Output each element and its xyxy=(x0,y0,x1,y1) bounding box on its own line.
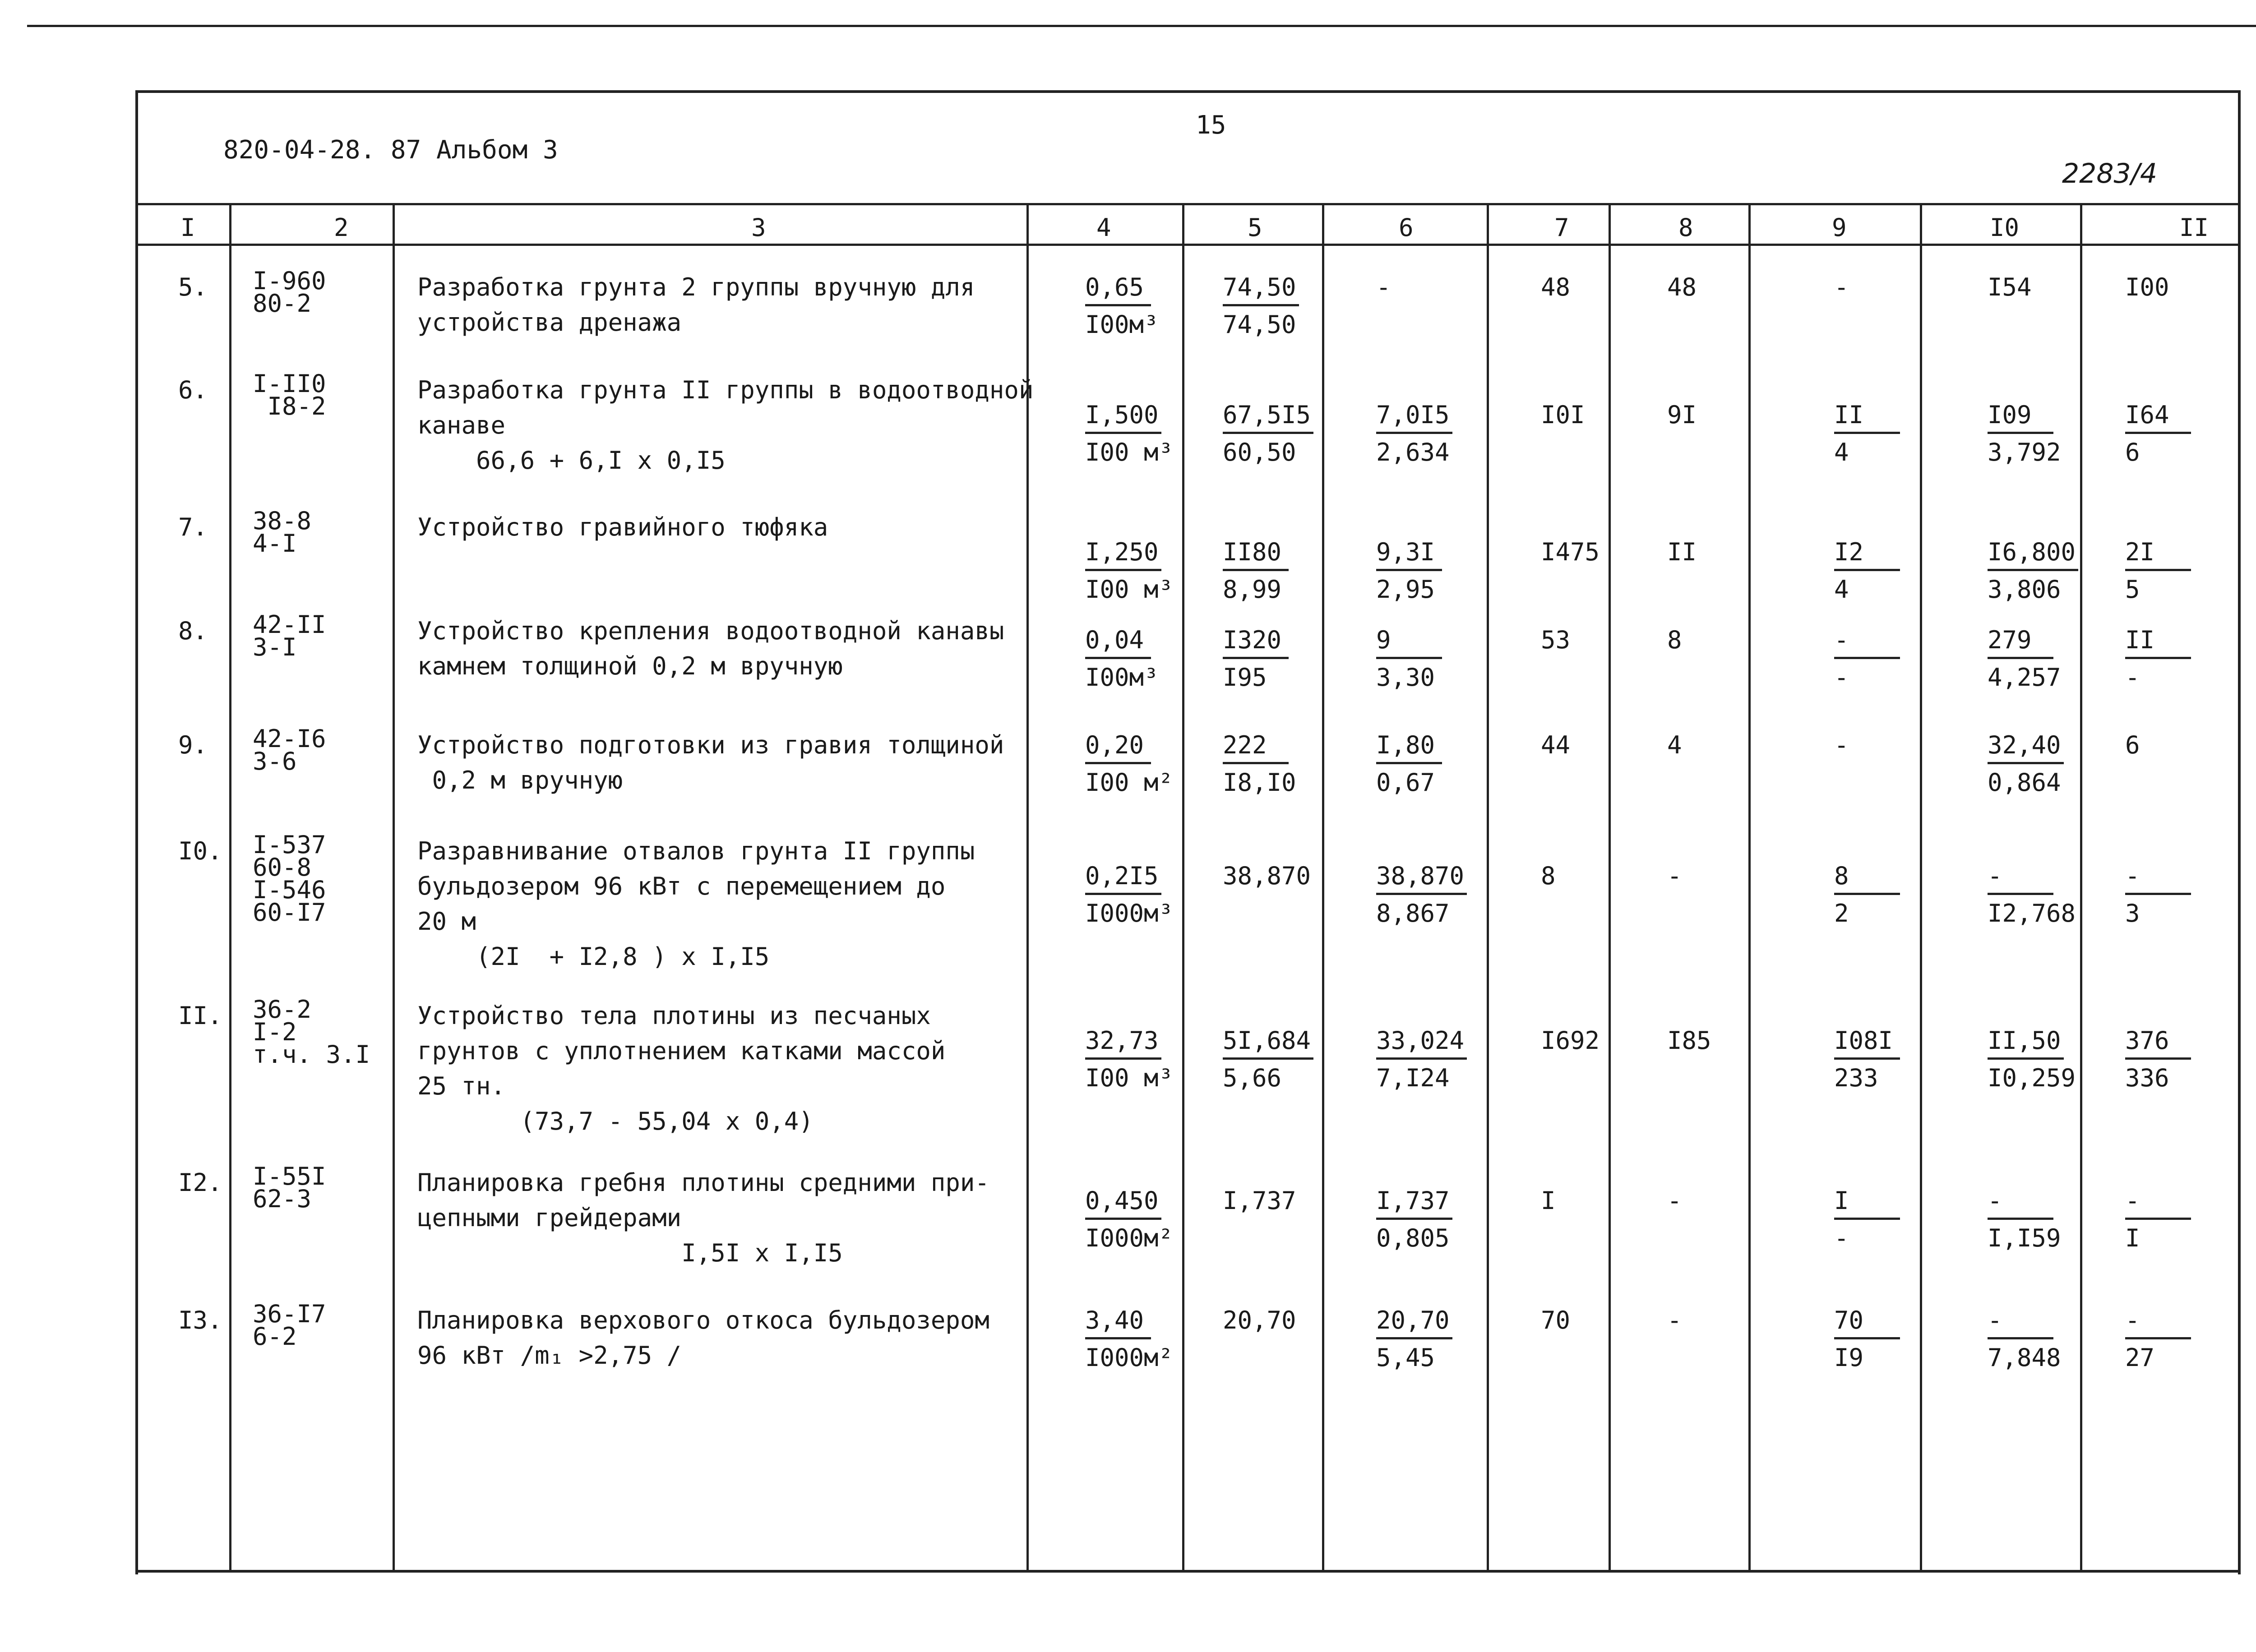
value-cell-c10: I54 xyxy=(1988,273,2032,301)
col-divider xyxy=(1609,203,1611,1572)
denominator: 3 xyxy=(2125,899,2140,928)
work-description: Разравнивание отвалов грунта II группы бульдозером 96 кВт с перемещением до 20 м (2I + I2,8 ) x I,I5 xyxy=(417,837,975,971)
column-header: I0 xyxy=(1990,213,2020,242)
row-number: I2. xyxy=(178,1168,222,1197)
denominator: I00м³ xyxy=(1085,310,1159,339)
value-cell-c5: 38,870 xyxy=(1223,862,1311,890)
denominator: 5 xyxy=(2125,575,2140,604)
col-divider xyxy=(1182,203,1184,1572)
denominator: I9 xyxy=(1834,1343,1864,1372)
row-number: II. xyxy=(178,1001,222,1030)
fraction-cell-c4 xyxy=(1085,1026,1174,1092)
value-cell-c6: - xyxy=(1376,273,1391,301)
fraction-cell-c6 xyxy=(1376,540,1442,602)
value-cell-c7: I475 xyxy=(1541,538,1600,566)
numerator: I08I xyxy=(1834,1029,1900,1060)
denominator: 5,66 xyxy=(1223,1064,1282,1092)
column-header: 8 xyxy=(1678,213,1693,242)
col-divider xyxy=(1487,203,1489,1572)
fraction-cell-c6 xyxy=(1376,403,1452,465)
work-description: Планировка гребня плотины средними при- цепными грейдерами I,5I x I,I5 xyxy=(417,1168,989,1267)
numerator: 279 xyxy=(1988,628,2053,659)
denominator: I00 м³ xyxy=(1085,575,1174,604)
value-cell-c5: I,737 xyxy=(1223,1186,1296,1215)
denominator: I00 м³ xyxy=(1085,438,1174,466)
numerator: - xyxy=(2125,1189,2191,1220)
denominator: 2,95 xyxy=(1376,575,1435,604)
fraction-cell-c6 xyxy=(1376,1308,1452,1370)
col-divider xyxy=(393,203,395,1572)
value-cell-c8: I85 xyxy=(1667,1026,1711,1055)
numerator: II,50 xyxy=(1988,1029,2064,1060)
denominator: I00м³ xyxy=(1085,663,1159,692)
numerator: I09 xyxy=(1988,403,2053,434)
denominator: 7,848 xyxy=(1988,1343,2061,1372)
numerator: 0,450 xyxy=(1085,1189,1161,1220)
denominator: 60,50 xyxy=(1223,438,1296,466)
numerator: I,500 xyxy=(1085,403,1161,434)
column-header: 7 xyxy=(1554,213,1569,242)
value-cell-c8: II xyxy=(1667,538,1697,566)
rate-code: I-960 80-2 xyxy=(253,267,326,318)
denominator: 3,792 xyxy=(1988,438,2061,466)
column-header: 3 xyxy=(751,213,766,242)
fraction-cell-c6 xyxy=(1376,864,1467,926)
denominator: 2 xyxy=(1834,899,1849,928)
fraction-cell-c5 xyxy=(1223,733,1296,795)
numerator: 67,5I5 xyxy=(1223,403,1313,434)
top-rule xyxy=(27,25,2256,27)
denominator: I000м³ xyxy=(1085,899,1174,928)
fraction-cell-c4 xyxy=(1085,733,1173,795)
numerator: 222 xyxy=(1223,733,1289,764)
frame-top xyxy=(135,90,2240,93)
numerator: I320 xyxy=(1223,628,1289,659)
fraction-cell-c6 xyxy=(1376,628,1442,690)
denominator: I2,768 xyxy=(1988,899,2076,928)
column-header: 4 xyxy=(1096,213,1111,242)
fraction-cell-c10 xyxy=(1988,403,2061,465)
page-number: 15 xyxy=(1196,111,1226,140)
denominator: 8,867 xyxy=(1376,899,1450,928)
denominator: 0,67 xyxy=(1376,768,1435,797)
rate-code: 42-II 3-I xyxy=(253,610,326,661)
denominator: 8,99 xyxy=(1223,575,1282,604)
numerator: 32,40 xyxy=(1988,733,2064,764)
denominator: 5,45 xyxy=(1376,1343,1435,1372)
fraction-cell-c11 xyxy=(2125,1308,2191,1370)
value-cell-c11: 6 xyxy=(2125,731,2140,759)
value-cell-c7: I692 xyxy=(1541,1026,1600,1055)
row-number: 8. xyxy=(178,617,208,645)
fraction-cell-c5 xyxy=(1223,1026,1313,1092)
frame-left xyxy=(135,90,138,1574)
value-cell-c8: - xyxy=(1667,862,1682,890)
denominator: I,I59 xyxy=(1988,1224,2061,1252)
numerator: - xyxy=(2125,864,2191,895)
numerator: 0,2I5 xyxy=(1085,864,1161,895)
denominator: 27 xyxy=(2125,1343,2155,1372)
numerator: II xyxy=(2125,628,2191,659)
numerator: 20,70 xyxy=(1376,1308,1452,1339)
col-divider xyxy=(1920,203,1922,1572)
numerator: I64 xyxy=(2125,403,2191,434)
fraction-cell-c10 xyxy=(1988,733,2064,795)
column-header: I xyxy=(180,213,195,242)
numerator: I6,800 xyxy=(1988,540,2078,571)
numerator: 32,73 xyxy=(1085,1029,1161,1060)
fraction-cell-c5 xyxy=(1223,628,1289,690)
denominator: - xyxy=(1834,1224,1849,1252)
work-description: Разработка грунта II группы в водоотводной канаве 66,6 + 6,I x 0,I5 xyxy=(417,376,1034,475)
row-number: I0. xyxy=(178,837,222,865)
denominator: - xyxy=(2125,663,2140,692)
rate-code: 38-8 4-I xyxy=(253,507,312,558)
denominator: I0,259 xyxy=(1988,1064,2076,1092)
numerator: 5I,684 xyxy=(1223,1029,1313,1060)
fraction-cell-c4 xyxy=(1085,403,1173,465)
denominator: 4 xyxy=(1834,438,1849,466)
denominator: I000м² xyxy=(1085,1224,1174,1252)
rate-code: 36-2 I-2 т.ч. 3.I xyxy=(253,995,370,1069)
numerator: I,250 xyxy=(1085,540,1161,571)
numerator: 0,65 xyxy=(1085,275,1151,306)
numerator: 376 xyxy=(2125,1029,2191,1060)
value-cell-c7: I0I xyxy=(1541,401,1585,429)
fraction-cell-c6 xyxy=(1376,733,1442,795)
fraction-cell-c10 xyxy=(1988,628,2061,690)
fraction-cell-c11 xyxy=(2125,1186,2191,1252)
denominator: I000м² xyxy=(1085,1343,1174,1372)
value-cell-c9: - xyxy=(1834,731,1849,759)
fraction-cell-c9 xyxy=(1834,1026,1900,1092)
numerator: 2I xyxy=(2125,540,2191,571)
denominator: 74,50 xyxy=(1223,310,1296,339)
denominator: - xyxy=(1834,663,1849,692)
denominator: 233 xyxy=(1834,1064,1878,1092)
numerator: 0,04 xyxy=(1085,628,1151,659)
rate-code: I-II0 I8-2 xyxy=(253,369,326,420)
fraction-cell-c11 xyxy=(2125,403,2191,465)
fraction-cell-c10 xyxy=(1988,1026,2076,1092)
value-cell-c7: 8 xyxy=(1541,862,1556,890)
value-cell-c8: 8 xyxy=(1667,626,1682,654)
numerator: 9,3I xyxy=(1376,540,1442,571)
fraction-cell-c10 xyxy=(1988,1186,2061,1252)
work-description: Устройство подготовки из гравия толщиной 0,2 м вручную xyxy=(417,731,1004,794)
fraction-cell-c10 xyxy=(1988,1308,2061,1370)
rate-code: 42-I6 3-6 xyxy=(253,724,326,775)
value-cell-c8: - xyxy=(1667,1186,1682,1215)
numerator: I,80 xyxy=(1376,733,1442,764)
numerator: II xyxy=(1834,403,1900,434)
denominator: 336 xyxy=(2125,1064,2169,1092)
numerator: 74,50 xyxy=(1223,275,1299,306)
numerator: - xyxy=(1988,864,2053,895)
work-description: Устройство крепления водоотводной канавы камнем толщиной 0,2 м вручную xyxy=(417,617,1004,680)
header-rule xyxy=(135,203,2240,205)
fraction-cell-c5 xyxy=(1223,275,1299,337)
value-cell-c8: 4 xyxy=(1667,731,1682,759)
fraction-cell-c6 xyxy=(1376,1026,1467,1092)
denominator: I00 м² xyxy=(1085,768,1174,797)
denominator: 3,30 xyxy=(1376,663,1435,692)
denominator: 0,864 xyxy=(1988,768,2061,797)
numerator: 8 xyxy=(1834,864,1900,895)
fraction-cell-c6 xyxy=(1376,1186,1452,1252)
column-header: 2 xyxy=(334,213,349,242)
denominator: 3,806 xyxy=(1988,575,2061,604)
denominator: 7,I24 xyxy=(1376,1064,1450,1092)
fraction-cell-c4 xyxy=(1085,275,1159,337)
denominator: 6 xyxy=(2125,438,2140,466)
fraction-cell-c4 xyxy=(1085,540,1173,602)
row-number: 6. xyxy=(178,376,208,404)
numerator: I,737 xyxy=(1376,1189,1452,1220)
fraction-cell-c4 xyxy=(1085,864,1173,926)
numerator: - xyxy=(2125,1308,2191,1339)
column-header: 9 xyxy=(1832,213,1847,242)
value-cell-c7: I xyxy=(1541,1186,1556,1215)
value-cell-c7: 48 xyxy=(1541,273,1571,301)
value-cell-c8: 48 xyxy=(1667,273,1697,301)
numerator: 38,870 xyxy=(1376,864,1467,895)
fraction-cell-c4 xyxy=(1085,628,1159,690)
fraction-cell-c11 xyxy=(2125,628,2191,690)
fraction-cell-c5 xyxy=(1223,540,1289,602)
numerator: - xyxy=(1834,628,1900,659)
handwritten-reference: 2283/4 xyxy=(2062,158,2158,189)
denominator: I8,I0 xyxy=(1223,768,1296,797)
fraction-cell-c5 xyxy=(1223,403,1313,465)
row-number: I3. xyxy=(178,1306,222,1334)
work-description: Разработка грунта 2 группы вручную для устройства дренажа xyxy=(417,273,975,337)
document-code: 820-04-28. 87 Альбом 3 xyxy=(223,135,558,165)
fraction-cell-c11 xyxy=(2125,540,2191,602)
denominator: 4,257 xyxy=(1988,663,2061,692)
column-header: II xyxy=(2179,213,2209,242)
value-cell-c9: - xyxy=(1834,273,1849,301)
col-divider xyxy=(1748,203,1751,1572)
numerator: I xyxy=(1834,1189,1900,1220)
fraction-cell-c11 xyxy=(2125,864,2191,926)
row-number: 9. xyxy=(178,731,208,759)
fraction-cell-c9 xyxy=(1834,540,1900,602)
rate-code: 36-I7 6-2 xyxy=(253,1300,326,1351)
numerator: 9 xyxy=(1376,628,1442,659)
fraction-cell-c9 xyxy=(1834,628,1900,690)
row-number: 7. xyxy=(178,513,208,541)
numerator: 33,024 xyxy=(1376,1029,1467,1060)
value-cell-c8: - xyxy=(1667,1306,1682,1334)
denominator: I00 м³ xyxy=(1085,1064,1174,1092)
frame-right xyxy=(2238,90,2241,1574)
column-header: 5 xyxy=(1248,213,1262,242)
numerator: I2 xyxy=(1834,540,1900,571)
value-cell-c7: 70 xyxy=(1541,1306,1571,1334)
numerator: II80 xyxy=(1223,540,1289,571)
work-description: Устройство гравийного тюфяка xyxy=(417,513,828,541)
col-divider xyxy=(1322,203,1324,1572)
fraction-cell-c10 xyxy=(1988,864,2076,926)
fraction-cell-c10 xyxy=(1988,540,2078,602)
value-cell-c7: 53 xyxy=(1541,626,1571,654)
numerator: - xyxy=(1988,1189,2053,1220)
numerator: - xyxy=(1988,1308,2053,1339)
fraction-cell-c4 xyxy=(1085,1308,1173,1370)
fraction-cell-c9 xyxy=(1834,864,1900,926)
denominator: 4 xyxy=(1834,575,1849,604)
fraction-cell-c9 xyxy=(1834,1308,1900,1370)
value-cell-c5: 20,70 xyxy=(1223,1306,1296,1334)
fraction-cell-c11 xyxy=(2125,1026,2191,1092)
col-divider xyxy=(229,203,231,1572)
numerator: 0,20 xyxy=(1085,733,1151,764)
work-description: Планировка верхового откоса бульдозером 96 кВт /m₁ >2,75 / xyxy=(417,1306,989,1370)
value-cell-c7: 44 xyxy=(1541,731,1571,759)
fraction-cell-c9 xyxy=(1834,403,1900,465)
numerator: 70 xyxy=(1834,1308,1900,1339)
value-cell-c8: 9I xyxy=(1667,401,1697,429)
denominator: I xyxy=(2125,1224,2140,1252)
rate-code: I-537 60-8 I-546 60-I7 xyxy=(253,831,326,927)
denominator: 0,805 xyxy=(1376,1224,1450,1252)
denominator: 2,634 xyxy=(1376,438,1450,466)
column-header: 6 xyxy=(1399,213,1414,242)
value-cell-c11: I00 xyxy=(2125,273,2169,301)
fraction-cell-c4 xyxy=(1085,1186,1174,1252)
bottom-rule xyxy=(135,1570,2240,1573)
rate-code: I-55I 62-3 xyxy=(253,1162,326,1213)
numerator: 7,0I5 xyxy=(1376,403,1452,434)
fraction-cell-c9 xyxy=(1834,1186,1900,1252)
work-description: Устройство тела плотины из песчаных грунтов с уплотнением катками массой 25 тн. (73,7 - 55,04 x 0,4) xyxy=(417,1001,946,1135)
numerator: 3,40 xyxy=(1085,1308,1151,1339)
colhead-rule xyxy=(135,244,2240,246)
denominator: I95 xyxy=(1223,663,1267,692)
col-divider xyxy=(2080,203,2082,1572)
row-number: 5. xyxy=(178,273,208,301)
